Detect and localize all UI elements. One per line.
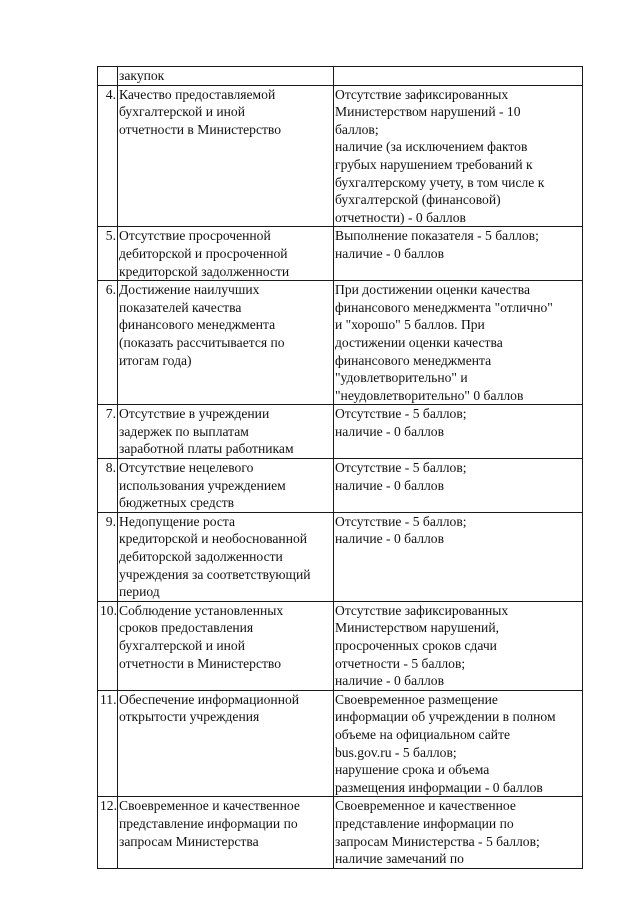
score-text: При достижении оценки качества финансового менеджмента "отлично" и "хорошо" 5 баллов. При достижении оценки качества финансового менеджмента "удовлетворительно" и "неудовлетворительно" 0 баллов [334, 281, 583, 405]
row-number: 6. [98, 281, 118, 405]
table-row [98, 227, 583, 281]
criterion-text: Отсутствие просроченной дебиторской и просроченной кредиторской задолженности [118, 227, 334, 281]
row-number: 5. [98, 227, 118, 281]
score-text: Отсутствие зафиксированных Министерством нарушений, просроченных сроков сдачи отчетности - 5 баллов; наличие - 0 баллов [334, 601, 583, 690]
criterion-text: Достижение наилучших показателей качества финансового менеджмента (показать рассчитывается по итогам года) [118, 281, 334, 405]
row-number: 7. [98, 405, 118, 459]
criterion-text: Отсутствие нецелевого использования учреждением бюджетных средств [118, 459, 334, 513]
table-row [98, 85, 583, 227]
score-text: Отсутствие зафиксированных Министерством нарушений - 10 баллов; наличие (за исключением фактов грубых нарушением требований к бухгалтерскому учету, в том числе к бухгалтерской (финансовой) отчетности) - 0 баллов [334, 85, 583, 227]
table-row [98, 405, 583, 459]
table-row [98, 601, 583, 690]
score-text: Отсутствие - 5 баллов; наличие - 0 баллов [334, 459, 583, 513]
score-text: Отсутствие - 5 баллов; наличие - 0 баллов [334, 405, 583, 459]
criterion-text: Соблюдение установленных сроков предоставления бухгалтерской и иной отчетности в Министерство [118, 601, 334, 690]
criterion-text: Качество предоставляемой бухгалтерской и иной отчетности в Министерство [118, 85, 334, 227]
criterion-text: Отсутствие в учреждении задержек по выплатам заработной платы работникам [118, 405, 334, 459]
criterion-text: закупок [118, 67, 334, 86]
criterion-text: Недопущение роста кредиторской и необоснованной дебиторской задолженности учреждения за соответствующий период [118, 512, 334, 601]
criterion-text: Обеспечение информационной открытости учреждения [118, 690, 334, 797]
score-text: Своевременное размещение информации об учреждении в полном объеме на официальном сайте bus.gov.ru - 5 баллов; нарушение срока и объема размещения информации - 0 баллов [334, 690, 583, 797]
table-row [98, 690, 583, 797]
row-number: 12. [98, 797, 118, 868]
score-text [334, 67, 583, 86]
table-row [98, 797, 583, 868]
table-row [98, 512, 583, 601]
row-number: 4. [98, 85, 118, 227]
row-number: 10. [98, 601, 118, 690]
score-text: Отсутствие - 5 баллов; наличие - 0 баллов [334, 512, 583, 601]
criteria-table [97, 66, 583, 869]
row-number [98, 67, 118, 86]
table-row [98, 459, 583, 513]
row-number: 11. [98, 690, 118, 797]
table-row [98, 281, 583, 405]
row-number: 9. [98, 512, 118, 601]
score-text: Своевременное и качественное представление информации по запросам Министерства - 5 баллов; наличие замечаний по [334, 797, 583, 868]
row-number: 8. [98, 459, 118, 513]
score-text: Выполнение показателя - 5 баллов; наличие - 0 баллов [334, 227, 583, 281]
table-row [98, 67, 583, 86]
criterion-text: Своевременное и качественное представление информации по запросам Министерства [118, 797, 334, 868]
